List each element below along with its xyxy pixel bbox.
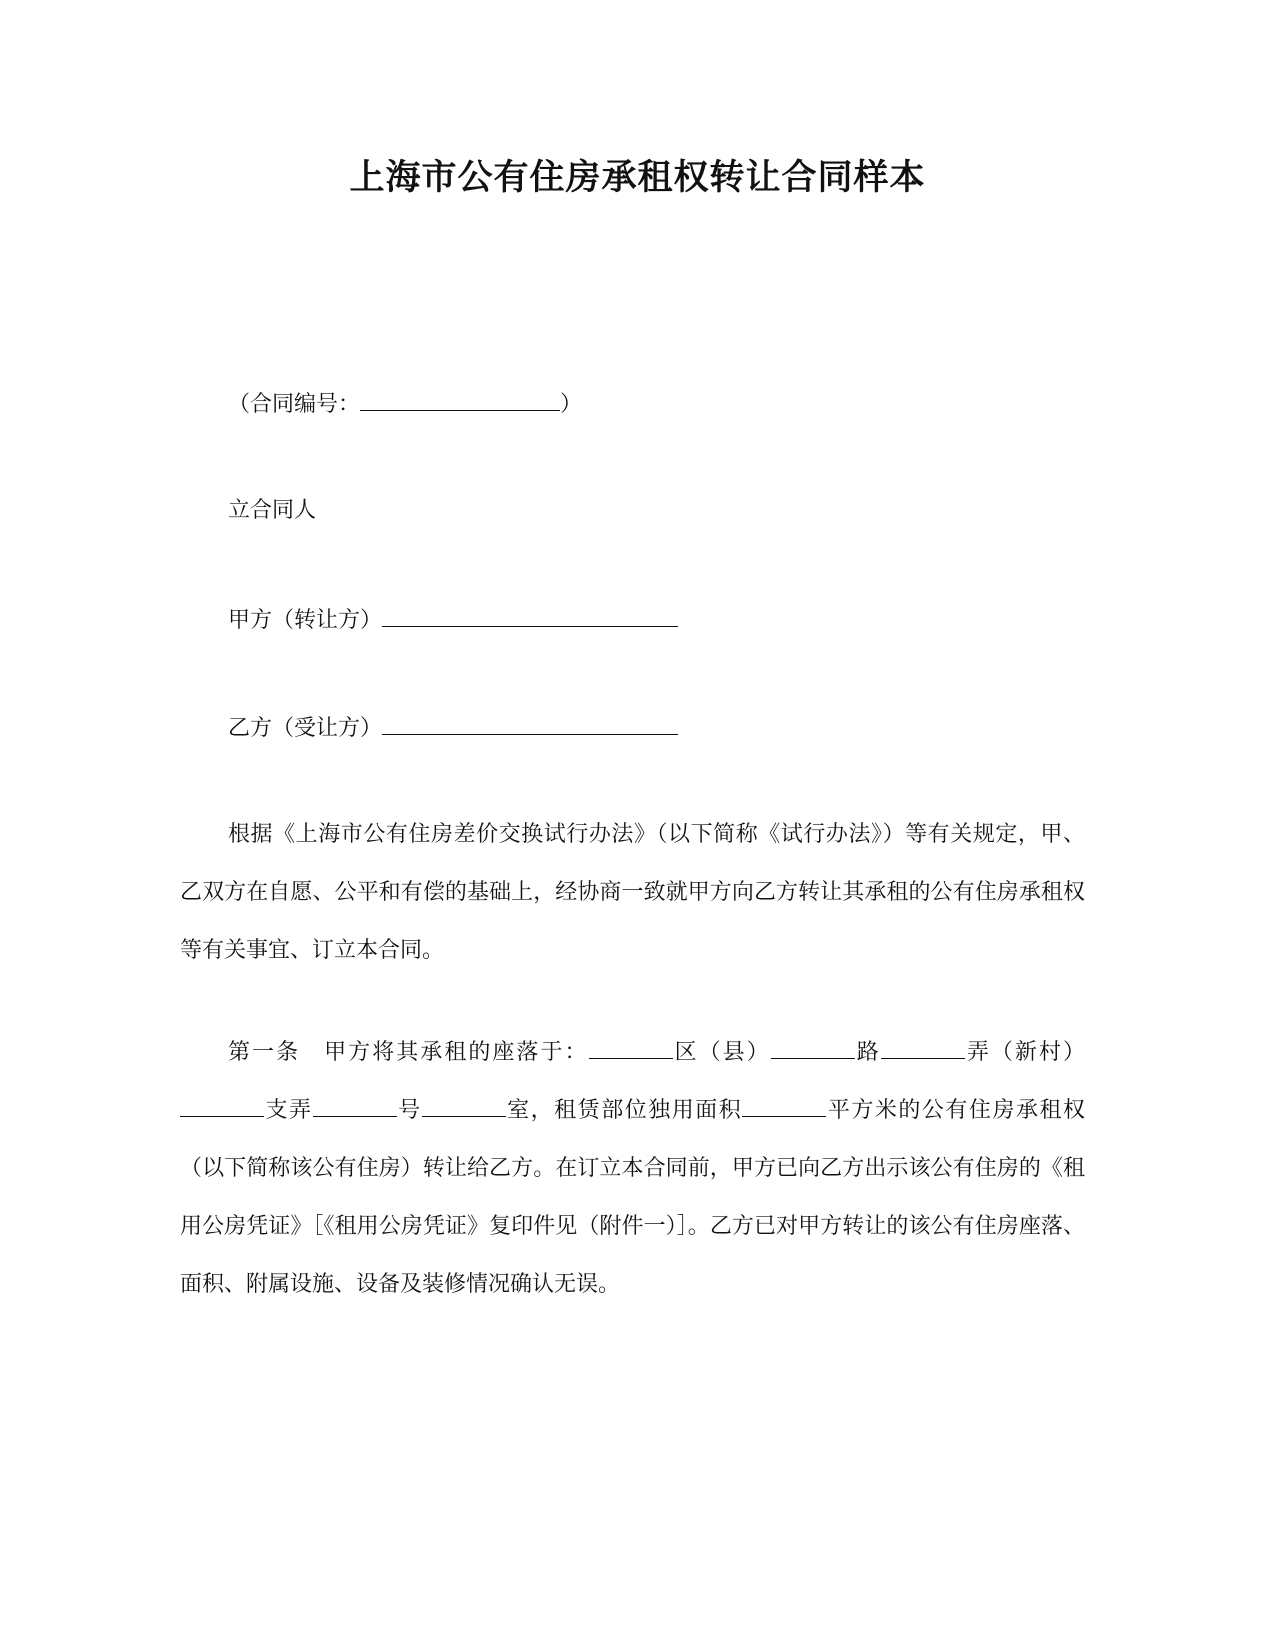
lane-blank: [881, 1038, 965, 1059]
article-one-lead: 第一条 甲方将其承租的座落于：: [228, 1040, 589, 1065]
area-blank: [742, 1096, 826, 1117]
party-b-line: [228, 712, 678, 744]
document-title: 上海市公有住房承租权转让合同样本: [349, 158, 926, 198]
road-blank: [771, 1038, 855, 1059]
district-blank: [589, 1038, 673, 1059]
contract-number-line: [228, 388, 582, 420]
parties-heading: 立合同人: [228, 498, 317, 523]
party-b-label: 乙方（受让方）: [228, 716, 383, 741]
contract-number-label: （合同编号：: [228, 392, 361, 417]
preamble-paragraph: 根据《上海市公有住房差价交换试行办法》（以下简称《试行办法》）等有关规定，甲、乙双方在自愿、公平和有偿的基础上，经协商一致就甲方向乙方转让其承租的公有住房承租权等有关事宜、订立本合同。: [180, 822, 1085, 963]
house-number-blank: [313, 1096, 397, 1117]
lane-label: 弄（新村）: [964, 1040, 1085, 1065]
party-a-label: 甲方（转让方）: [228, 608, 383, 633]
party-a-blank: [382, 604, 678, 627]
house-number-label: 号: [396, 1098, 422, 1123]
room-label: 室，租赁部位独用面积: [505, 1098, 743, 1123]
party-a-line: [228, 604, 678, 636]
contract-number-blank: [360, 388, 560, 411]
room-blank: [422, 1096, 506, 1117]
road-label: 路: [854, 1040, 881, 1065]
branch-lane-blank: [180, 1096, 264, 1117]
area-unit-label: 平方米: [826, 1098, 899, 1123]
contract-number-close: ）: [560, 392, 583, 417]
article-one-rest: 的公有住房承租权（以下简称该公有住房）转让给乙方。在订立本合同前，甲方已向乙方出示该公有住房的《租用公房凭证》［《租用公房凭证》复印件见（附件一）］。乙方已对甲方转让的该公有住房座落、面积、附属设施、设备及装修情况确认无误。: [180, 1098, 1085, 1297]
district-label: 区（县）: [672, 1040, 771, 1065]
article-one-paragraph: [180, 1024, 1085, 1314]
branch-lane-label: 支弄: [264, 1098, 313, 1123]
party-b-blank: [382, 712, 678, 735]
